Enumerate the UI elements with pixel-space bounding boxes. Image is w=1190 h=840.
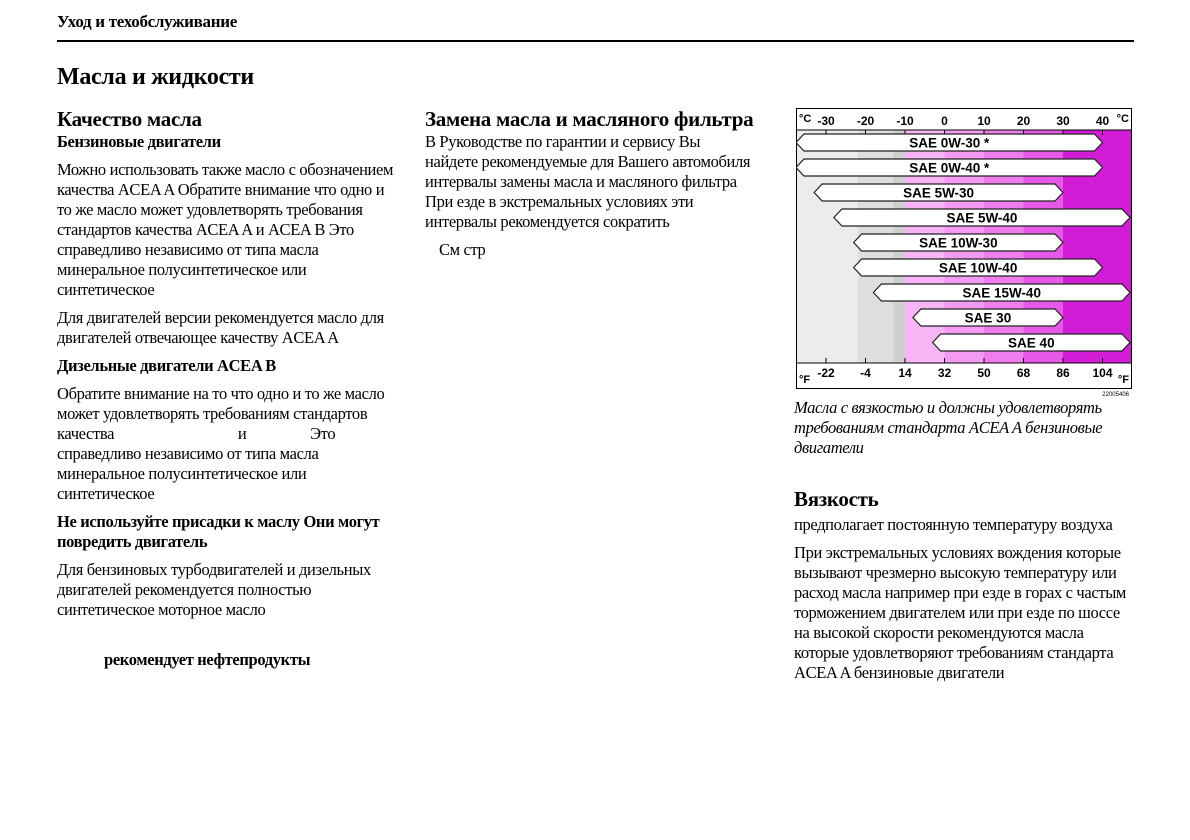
sae-grade-label: SAE 10W-30 xyxy=(919,235,998,251)
column-oil-change xyxy=(425,107,755,268)
diesel-text-b: и xyxy=(237,424,247,443)
unit-label: °C xyxy=(799,113,812,125)
sae-grade-label: SAE 15W-40 xyxy=(962,285,1041,301)
viscosity-chart-svg xyxy=(796,108,1132,398)
oil-change-heading: Замена масла и масляного фильтра xyxy=(425,107,754,131)
unit-label: °F xyxy=(1117,374,1129,386)
celsius-tick-label: 30 xyxy=(1056,114,1070,128)
chart-code: 22005406 xyxy=(1102,392,1129,398)
diesel-engines-heading: Дизельные двигатели ACEA B xyxy=(57,356,276,375)
chart-caption: Масла с вязкостью и должны удовлетворять требованиям стандарта ACEA A бензиновые двигатели xyxy=(794,398,1103,457)
intervals-paragraph: В Руководстве по гарантии и сервису Вы найдете рекомендуемые для Вашего автомобиля интервалы замены масла и масляного фильтра xyxy=(425,132,751,191)
recommends-line: рекомендует нефтепродукты xyxy=(104,650,311,669)
header-rule xyxy=(57,40,1134,42)
sae-grade-label: SAE 0W-30 * xyxy=(909,135,990,151)
celsius-tick-label: 0 xyxy=(941,114,948,128)
unit-label: °C xyxy=(1116,113,1129,125)
viscosity-section xyxy=(794,487,1134,691)
oil-quality-heading: Качество масла xyxy=(57,107,202,131)
diesel-paragraph xyxy=(57,384,402,504)
fahrenheit-tick-label: 104 xyxy=(1092,366,1113,380)
celsius-tick-label: -10 xyxy=(896,114,914,128)
sae-grade-label: SAE 10W-40 xyxy=(938,260,1018,276)
turbo-paragraph: Для бензиновых турбодвигателей и дизельных двигателей рекомендуется полностью синтетическое моторное масло xyxy=(57,560,371,619)
viscosity-chart xyxy=(796,108,1132,403)
column-oil-quality xyxy=(57,107,402,678)
fahrenheit-tick-label: 50 xyxy=(977,366,991,380)
celsius-tick-label: 40 xyxy=(1095,114,1110,128)
viscosity-paragraph-1: предполагает постоянную температуру воздуха xyxy=(794,515,1113,534)
diesel-text-a: Обратите внимание на то что одно и то же масло может удовлетворять требованиям стандартов качества xyxy=(57,384,385,443)
fahrenheit-tick-label: 68 xyxy=(1016,366,1031,380)
section-header: Уход и техобслуживание xyxy=(57,12,237,31)
viscosity-heading: Вязкость xyxy=(794,487,879,511)
fahrenheit-tick-label: 14 xyxy=(898,366,912,380)
sae-grade-label: SAE 40 xyxy=(1008,335,1055,351)
petrol-engines-heading: Бензиновые двигатели xyxy=(57,132,221,151)
fahrenheit-tick-label: 32 xyxy=(937,366,952,380)
celsius-tick-label: -30 xyxy=(817,114,835,128)
celsius-tick-label: -20 xyxy=(856,114,875,128)
diesel-text-c: Это справедливо независимо от типа масла минеральное полусинтетическое или синтетическое xyxy=(57,424,336,503)
additives-warning: Не используйте присадки к маслу Они могут повредить двигатель xyxy=(57,512,380,551)
version-paragraph: Для двигателей версии рекомендуется масло для двигателей отвечающее качеству ACEA A xyxy=(57,308,384,347)
viscosity-paragraph-2: При экстремальных условиях вождения которые вызывают чрезмерно высокую температуру или расход масла например при езде в горах с частым торможением двигателем или при езде по шоссе на высокой скорости рекомендуются масла которые удовлетворяют требованиям стандарта ACEA A бензиновые двигатели xyxy=(794,543,1127,682)
petrol-paragraph: Можно использовать также масло с обозначением качества ACEA A Обратите внимание что одно и то же масло может удовлетворять требования стандартов качества ACEA A и ACEA B Это справедливо независимо от типа масла минеральное полусинтетическое или синтетическое xyxy=(57,160,394,299)
page-reference: См стр xyxy=(439,240,486,259)
fahrenheit-tick-label: -4 xyxy=(860,366,871,380)
sae-grade-label: SAE 0W-40 * xyxy=(909,160,990,176)
celsius-tick-label: 10 xyxy=(977,114,991,128)
fahrenheit-tick-label: -22 xyxy=(817,366,835,380)
page-title: Масла и жидкости xyxy=(57,64,254,90)
extreme-paragraph: При езде в экстремальных условиях эти интервалы рекомендуется сократить xyxy=(425,192,694,231)
sae-grade-label: SAE 5W-30 xyxy=(903,185,975,201)
sae-grade-label: SAE 5W-40 xyxy=(946,210,1018,226)
sae-grade-label: SAE 30 xyxy=(964,310,1012,326)
celsius-tick-label: 20 xyxy=(1016,114,1031,128)
unit-label: °F xyxy=(799,374,811,386)
fahrenheit-tick-label: 86 xyxy=(1056,366,1070,380)
